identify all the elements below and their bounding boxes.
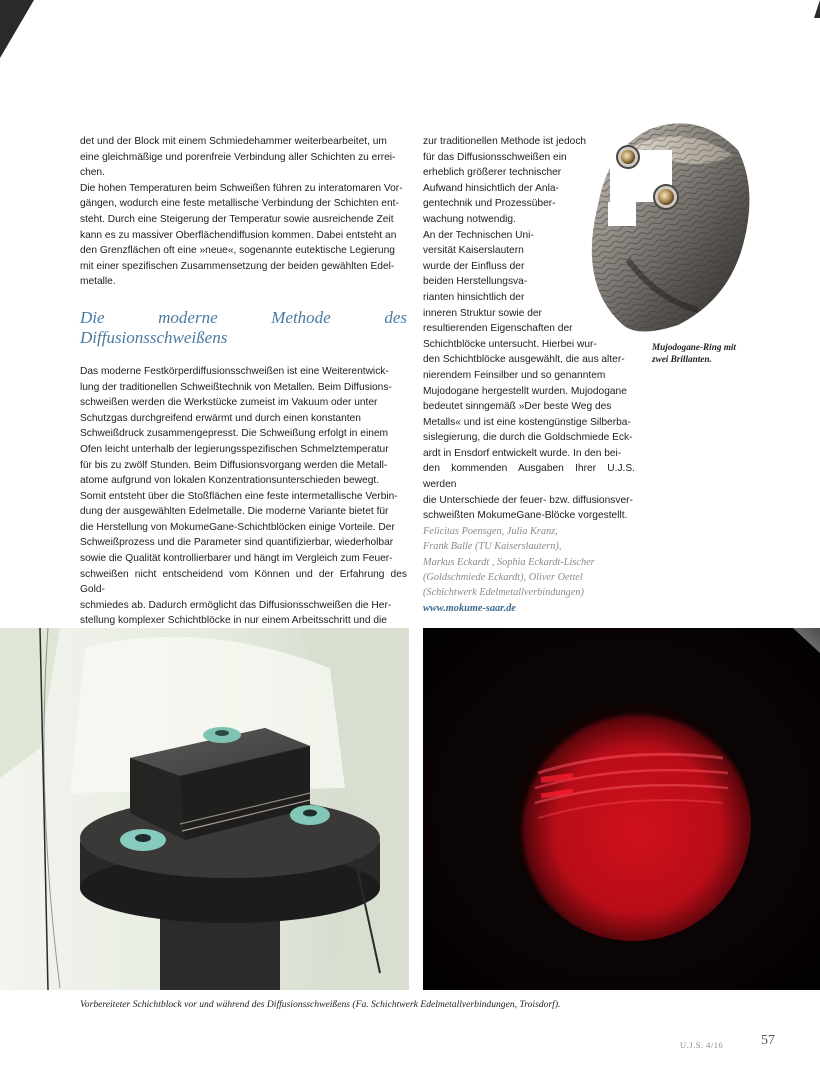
text-line: die Herstellung von MokumeGane-Schichtblöcken einige Vorteile. Der <box>80 521 395 533</box>
text-line: versität Kaiserslautern <box>423 245 524 257</box>
text-line: für das Diffusionsschweißen ein <box>423 151 567 163</box>
text-line: für bis zu zwölf Stunden. Beim Diffusionsvorgang werden die Metall- <box>80 459 388 471</box>
paragraph-block-welding <box>80 134 407 181</box>
text-line: atome aufgrund von lokalen Konzentrationsunterschieden bewegt. <box>80 475 380 487</box>
text-line: stellung komplexer Schichtblöcke in nur einem Arbeitsschritt und die <box>80 615 387 627</box>
text-line: chen. <box>80 167 105 179</box>
credit-line: Markus Eckardt , Sophia Eckardt-Lischer <box>423 556 595 568</box>
text-line: det und der Block mit einem Schmiedehammer weiterbearbeitet, um <box>80 136 387 147</box>
paragraph-temperatures <box>80 181 407 290</box>
glowing-furnace-image <box>423 628 820 990</box>
section-heading: Die moderne Methode des Diffusionsschweißens <box>80 307 407 347</box>
diffusion-welding-furnace-photo <box>423 628 820 990</box>
text-line: wachung notwendig. <box>423 213 516 225</box>
caption-line: zwei Brillanten. <box>652 354 712 364</box>
text-line: inneren Struktur sowie der <box>423 307 542 319</box>
page-corner-fold <box>0 0 34 58</box>
paragraph-modern-method <box>80 364 407 645</box>
ring-photo <box>568 110 753 340</box>
layered-block-photo <box>0 628 409 990</box>
text-line: schweißen nicht entscheidend vom Können und der Erfahrung des Gold- <box>80 568 407 596</box>
text-line: die Unterschiede der feuer- bzw. diffusionsver- <box>423 494 633 506</box>
text-line: wurde der Einfluss der <box>423 260 525 272</box>
page-edge-fold <box>804 0 820 18</box>
website-link[interactable]: www.mokume-saar.de <box>423 602 516 614</box>
credit-line: Felicitas Poensgen, Julia Kranz, <box>423 525 558 537</box>
text-line: erheblich größerer technischer <box>423 167 562 179</box>
text-line: bedeutet sinngemäß »Der beste Weg des <box>423 401 612 413</box>
text-line: An der Technischen Uni- <box>423 229 534 241</box>
text-line: Die hohen Temperaturen beim Schweißen führen zu interatomaren Vor- <box>80 182 403 194</box>
text-line: nierendem Feinsilber und so genanntem <box>423 369 606 381</box>
text-line: eine gleichmäßige und porenfreie Verbindung aller Schichten zu errei- <box>80 151 396 163</box>
left-column <box>80 134 407 645</box>
caption-line: Mujodogane-Ring mit <box>652 342 736 352</box>
text-line: beiden Herstellungsva- <box>423 276 528 288</box>
text-line: Metalls« und ist eine kostengünstige Silberba- <box>423 416 631 428</box>
page-number: 57 <box>761 1033 775 1048</box>
text-line: sowie die Qualität kontrollierbarer und hängt im Vergleich zum Feuer- <box>80 553 393 565</box>
text-line: den Schichtblöcke ausgewählt, die aus alter- <box>423 354 625 366</box>
text-line: zur traditionellen Methode ist jedoch <box>423 136 587 147</box>
text-line: Aufwand hinsichtlich der Anla- <box>423 182 559 194</box>
text-line: gängen, wodurch eine feste metallische Verbindung der Schichten ent- <box>80 198 399 210</box>
mokume-ring-image <box>568 110 753 340</box>
text-line: dung der ausgewählten Edelmetalle. Die moderne Variante bietet für <box>80 506 389 518</box>
text-line: metalle. <box>80 276 116 288</box>
furnace-table-image <box>0 628 409 990</box>
text-line: den kommenden Ausgaben Ihrer U.J.S. werden <box>423 463 635 491</box>
credit-line: Frank Balle (TU Kaiserslautern), <box>423 541 562 553</box>
author-credits <box>423 524 635 616</box>
text-line: gentechnik und Prozessüber- <box>423 198 556 210</box>
text-line: lung der traditionellen Schweißtechnik von Metallen. Beim Diffusions- <box>80 381 392 393</box>
photo-caption: Vorbereiteter Schichtblock vor und während des Diffusionsschweißens (Fa. Schichtwerk Edelmetallverbindungen, Troisdorf). <box>80 999 561 1010</box>
text-line: kann es zu massiver Oberflächendiffusion kommen. Dabei entsteht an <box>80 229 397 241</box>
text-line: schmiedes ab. Dadurch ermöglicht das Diffusionsschweißen die Her- <box>80 599 392 611</box>
text-line: Schweißprozess und die Parameter sind quantifizierbar, wiederholbar <box>80 537 394 549</box>
text-line: ardt in Ensdorf entwickelt wurde. In den bei- <box>423 447 622 459</box>
text-line: Schweißdruck zusammengepresst. Die Schweißung erfolgt in einem <box>80 428 389 440</box>
text-line: schweißen werden die Werkstücke zumeist im Vakuum oder unter <box>80 397 378 409</box>
text-line: Somit entsteht über die Stoßflächen eine feste intermetallische Verbin- <box>80 490 398 502</box>
text-line: rianten hinsichtlich der <box>423 291 525 303</box>
text-line: resultierenden Eigenschaften der <box>423 323 573 335</box>
credit-line: (Schichtwerk Edelmetallverbindungen) <box>423 587 584 599</box>
text-line: sislegierung, die durch die Goldschmiede Eck- <box>423 432 633 444</box>
credit-line: (Goldschmiede Eckardt), Oliver Oettel <box>423 572 583 584</box>
text-line: steht. Durch eine Steigerung der Temperatur sowie ausreichende Zeit <box>80 213 394 225</box>
text-line: mit einer spezifischen Zusammensetzung der beiden gewählten Edel- <box>80 260 395 272</box>
text-line: Das moderne Festkörperdiffusionsschweißen ist eine Weiterentwick- <box>80 365 389 377</box>
text-line: Ofen leicht unterhalb der legierungsspezifischen Schmelztemperatur <box>80 443 389 455</box>
text-line: den Grenzflächen oft eine »neue«, sogenannte eutektische Legierung <box>80 245 395 257</box>
text-line: Mujodogane hergestellt wurden. Mujodogane <box>423 385 627 397</box>
ring-caption <box>652 341 762 365</box>
magazine-issue: U.J.S. 4/16 <box>680 1040 724 1050</box>
text-line: schweißten MokumeGane-Blöcke vorgestellt. <box>423 510 628 522</box>
text-line: Schutzgas durchgreifend erwärmt und durch einen konstanten <box>80 412 361 424</box>
text-line: Schichtblöcke untersucht. Hierbei wur- <box>423 338 597 350</box>
